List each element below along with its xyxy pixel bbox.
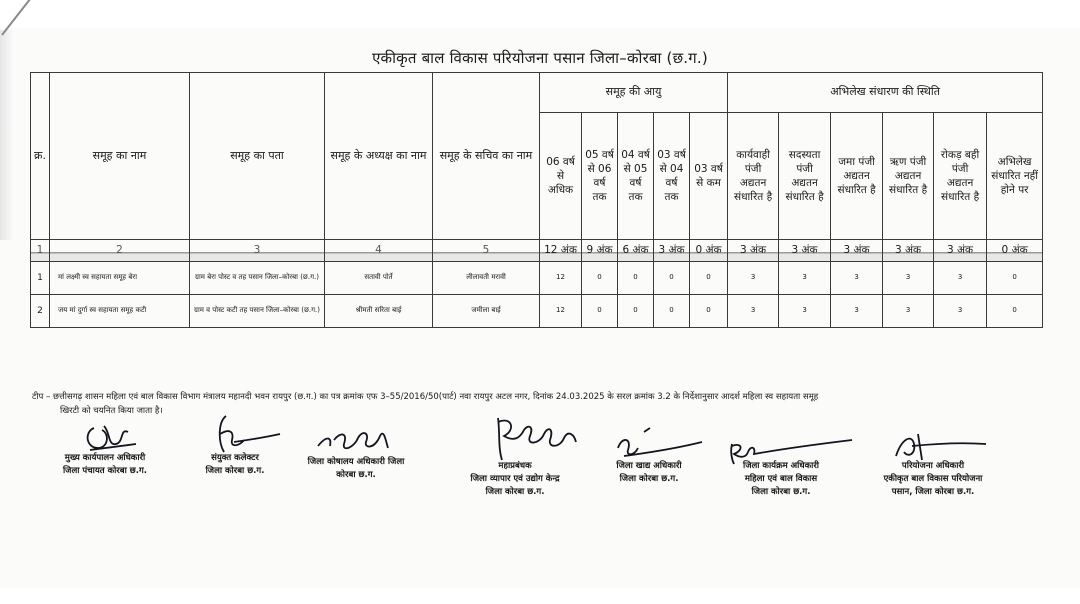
count-cell: 4 (325, 240, 433, 262)
signatory-line-1: संयुक्त कलेक्टर (211, 453, 259, 463)
row-group-name: जय मां दुर्गा स्व सहायता समूह कटी (50, 295, 190, 328)
col-header-records-not-maintained: अभिलेख संधारित नहीं होने पर (987, 113, 1043, 240)
count-cell: 3 अंक (779, 240, 831, 262)
count-cell: 3 अंक (654, 240, 690, 262)
col-header-group-name: समूह का नाम (50, 73, 190, 240)
row-value: 12 (540, 262, 582, 295)
col-header-age-4-5: 04 वर्ष से 05 वर्ष तक (618, 113, 654, 240)
shg-evaluation-table (30, 72, 1043, 328)
table-group-header-row (31, 73, 1043, 113)
row-sn: 2 (31, 295, 50, 328)
count-cell: 6 अंक (618, 240, 654, 262)
row-value: 0 (690, 262, 728, 295)
count-cell: 3 (190, 240, 325, 262)
table-row (31, 295, 1043, 328)
row-value: 12 (540, 295, 582, 328)
col-header-deposit-register: जमा पंजी अद्यतन संधारित है (831, 113, 883, 240)
col-header-age-5-6: 05 वर्ष से 06 वर्ष तक (582, 113, 618, 240)
group-header-records: अभिलेख संधारण की स्थिति (728, 73, 1043, 113)
col-header-membership-register: सदस्यता पंजी अद्यतन संधारित है (779, 113, 831, 240)
row-value: 0 (618, 295, 654, 328)
signatory-food-officer (594, 460, 704, 486)
signatory-line-1: जिला कार्यक्रम अधिकारी (743, 461, 819, 471)
row-value: 3 (934, 262, 987, 295)
row-value: 0 (690, 295, 728, 328)
col-header-sn: क्र. (31, 73, 50, 240)
row-value: 0 (654, 262, 690, 295)
count-cell: 5 (433, 240, 540, 262)
col-header-group-address: समूह का पता (190, 73, 325, 240)
count-cell: 3 अंक (728, 240, 779, 262)
row-value: 0 (987, 295, 1043, 328)
row-secretary: लीलावती मरावी (433, 262, 540, 295)
signatory-line-2: कोरबा छ.ग. (336, 470, 376, 481)
row-group-address: ग्राम बेरा पोस्ट व तह पसान जिला–कोरबा (छ.ग.) (190, 262, 325, 295)
signatory-line-1: मुख्य कार्यपालन अधिकारी (64, 453, 146, 463)
col-header-age-below-3: 03 वर्ष से कम (690, 113, 728, 240)
row-value: 3 (883, 295, 934, 328)
group-header-age: समूह की आयु (540, 73, 728, 113)
handwritten-signature (604, 426, 704, 466)
col-header-secretary: समूह के सचिव का नाम (433, 73, 540, 240)
count-cell: 3 अंक (934, 240, 987, 262)
col-header-age-3-4: 03 वर्ष से 04 वर्ष तक (654, 113, 690, 240)
document-title: एकीकृत बाल विकास परियोजना पसान जिला–कोरबा (छ.ग.) (372, 49, 708, 67)
row-value: 3 (779, 295, 831, 328)
row-value: 3 (779, 262, 831, 295)
row-president: श्रीमती सरिता बाई (325, 295, 433, 328)
count-cell: 9 अंक (582, 240, 618, 262)
handwritten-signature (888, 430, 988, 466)
row-value: 3 (883, 262, 934, 295)
row-president: सतावी पोर्ते (325, 262, 433, 295)
row-value: 0 (987, 262, 1043, 295)
count-cell: 3 अंक (831, 240, 883, 262)
signatory-line-2: जिला कोरबा छ.ग. (619, 474, 679, 485)
signatory-line-2: जिला पंचायत कोरबा छ.ग. (62, 466, 148, 477)
footnote-line-1: टीप – छत्तीसगढ़ शासन महिला एवं बाल विकास विभाग मंत्रालय महानदी भवन रायपुर (छ.ग.) का पत्र क्रमांक एफ 3–55/2016/50(पार्ट) नवा रायपुर अटल नगर, दिनांक 24.03.2025 के सरल क्रमांक 3.2 के निर्देशानुसार आदर्श महिला स्व सहायता समूह (32, 392, 819, 402)
signatory-line-1: जिला कोषालय अधिकारी जिला (307, 457, 405, 467)
row-value: 0 (582, 262, 618, 295)
count-cell: 12 अंक (540, 240, 582, 262)
col-header-age-6plus: 06 वर्ष से अधिक (540, 113, 582, 240)
signatory-line-3: पसान, जिला कोरबा छ.ग. (891, 487, 975, 498)
column-number-row (31, 240, 1043, 262)
signatory-line-2: महिला एवं बाल विकास (744, 474, 818, 485)
signatory-line-1: महाप्रबंधक (498, 461, 532, 471)
signatory-district-program-officer (716, 460, 846, 500)
footnote-line-2: खिरटी को चयनित किया जाता है। (60, 406, 163, 417)
row-group-address: ग्राम व पोस्ट कटी तह पसान जिला–कोरबा (छ.ग.) (190, 295, 325, 328)
table-row (31, 262, 1043, 295)
handwritten-signature (726, 438, 856, 468)
row-value: 0 (618, 262, 654, 295)
count-cell: 0 अंक (987, 240, 1043, 262)
count-cell: 0 अंक (690, 240, 728, 262)
signatory-ceo-zila-panchayat (40, 452, 170, 478)
handwritten-signature (204, 412, 284, 458)
handwritten-signature (490, 412, 580, 468)
count-cell: 1 (31, 240, 50, 262)
row-value: 3 (831, 295, 883, 328)
row-value: 3 (728, 295, 779, 328)
count-cell: 2 (50, 240, 190, 262)
handwritten-signature (314, 422, 394, 462)
row-value: 3 (934, 295, 987, 328)
signatory-line-1: जिला खाद्य अधिकारी (616, 461, 682, 471)
signatory-line-2: जिला कोरबा छ.ग. (205, 466, 265, 477)
col-header-proceedings-register: कार्यवाही पंजी अद्यतन संधारित है (728, 113, 779, 240)
signatory-general-manager-dic (440, 460, 590, 500)
signatory-line-2: एकीकृत बाल विकास परियोजना (883, 474, 983, 485)
bottom-margin (0, 588, 1080, 604)
signatory-treasury-officer (286, 456, 426, 482)
signatory-project-officer (858, 460, 1008, 500)
row-sn: 1 (31, 262, 50, 295)
signatory-line-3: जिला कोरबा छ.ग. (751, 487, 811, 498)
row-value: 0 (582, 295, 618, 328)
signatory-line-1: परियोजना अधिकारी (901, 461, 965, 471)
row-value: 3 (728, 262, 779, 295)
row-value: 0 (654, 295, 690, 328)
handwritten-signature (80, 418, 140, 458)
col-header-cash-book: रोकड़ बही पंजी अद्यतन संधारित है (934, 113, 987, 240)
col-header-loan-register: ऋण पंजी अद्यतन संधारित है (883, 113, 934, 240)
signatory-line-3: जिला कोरबा छ.ग. (485, 487, 545, 498)
col-header-president: समूह के अध्यक्ष का नाम (325, 73, 433, 240)
row-secretary: जमीला बाई (433, 295, 540, 328)
row-value: 3 (831, 262, 883, 295)
count-cell: 3 अंक (883, 240, 934, 262)
signatory-line-2: जिला व्यापार एवं उद्योग केन्द्र (470, 474, 560, 485)
row-group-name: मां लक्ष्मी स्व सहायता समूह बेरा (50, 262, 190, 295)
signatory-joint-collector (180, 452, 290, 478)
